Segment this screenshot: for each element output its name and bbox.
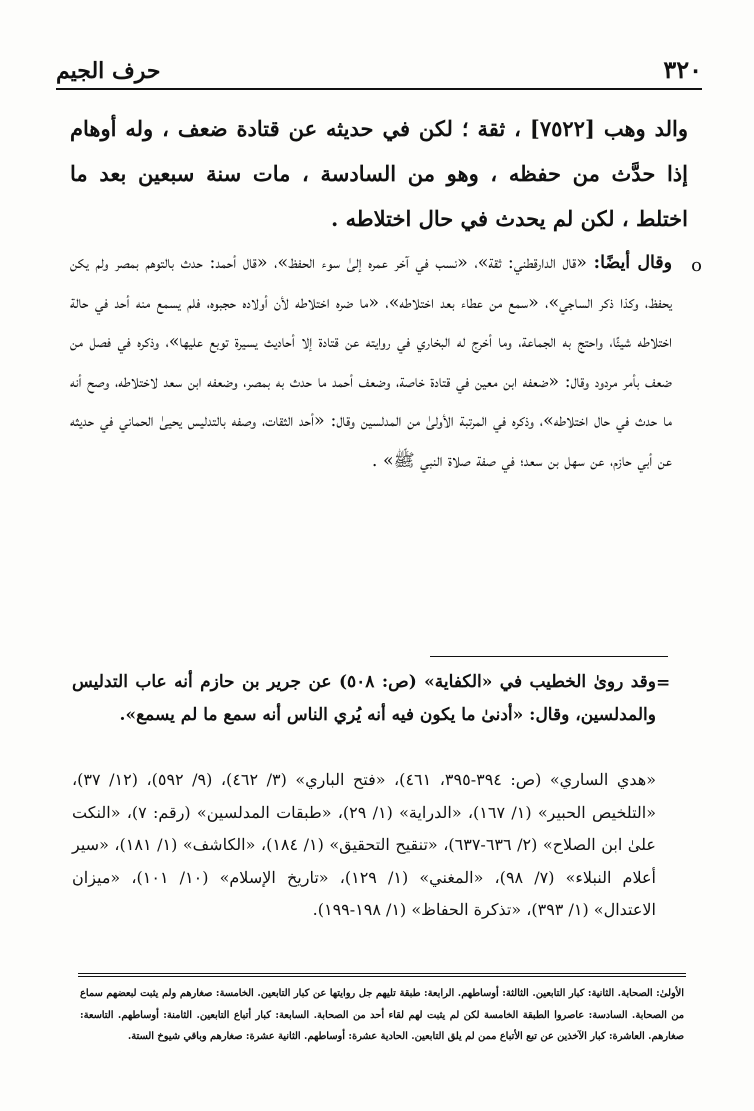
tabaqat-note: الأولىٰ: الصحابة. الثانية: كبار التابعين. الثالثة: أوساطهم. الرابعة: طبقة تليهم جل روايتها عن كبار التابعين. الخامسة: صغارهم ولم يثبت لبعضهم سماع من الصحابة. السادسة: عاصروا الطبقة الخامسة لكن لم يثبت لهم لقاء أحد من الصحابة. السابعة: كبار أتباع التابعين. الثامنة: أوساطهم. التاسعة: صغارهم. العاشرة: كبار الآخذين عن تبع الأتباع ممن لم يلق التابعين. الحادية عشرة: أوساطهم. الثانية عشرة: صغارهم وباقي شيوخ الستة.	[80, 988, 684, 1042]
bottom-rule-thin	[78, 976, 686, 977]
paragraph-marker: ο	[691, 255, 702, 276]
main-paragraph: والد وهب [٧٥٢٢] ، ثقة ؛ لكن في حديثه عن قتادة ضعف ، وله أوهام إذا حدَّث من حفظه ، وهو من السادسة ، مات سنة سبعين بعد ما اختلط ، لكن لم يحدث في حال اختلاطه .	[70, 116, 688, 231]
paragraph-body: «قال الدارقطني: ثقة»، «نسب في آخر عمره إلىٰ سوء الحفظ»، «قال أحمد: حدث بالتوهم بمصر ولم يكن يحفظ، وكذا ذكر الساجي»، «سمع من عطاء بعد اختلاطه»، «ما ضره اختلاطه لأن أولاده حجبوه، فلم يسمع منه أحد في حالة اختلاطه شيئًا، واحتج به الجماعة، وما أخرج له البخاري في روايته عن قتادة إلا أحاديث يسيرة توبع عليها»، وذكره في فصل من ضعف بأمر مردود وقال: «ضعفه ابن معين في قتادة خاصة، وضعف أحمد ما حدث به بمصر، وضعفه ابن سعد لاختلاطه، وصح أنه ما حدث في حال اختلاطه»، وذكره في المرتبة الأولىٰ من المدلسين وقال: «أحد الثقات، وصفه بالتدليس يحيىٰ الحماني في حديثه عن أبي حازم، عن سهل بن سعد؛ في صفة صلاة النبي ﷺ» .	[70, 253, 672, 471]
footnote-separator	[430, 656, 668, 657]
footnote-quote: وقد روىٰ الخطيب في «الكفاية» (ص: ٥٠٨) عن جرير بن حازم أنه عاب التدليس والمدلسين، وقال: «أدنىٰ ما يكون فيه أنه يُري الناس أنه سمع ما لم يسمع».	[72, 672, 656, 725]
page-header	[56, 54, 702, 90]
page-number: ٣٢٠	[663, 55, 702, 84]
bottom-rule	[78, 973, 686, 974]
footnote-references: «هدي الساري» (ص: ٣٩٤-٣٩٥، ٤٦١)، «فتح الباري» (٣/ ٤٦٢)، (٩/ ٥٩٢)، (١٢/ ٣٧)، «التلخيص الحبير» (١/ ١٦٧)، «الدراية» (١/ ٢٩)، «طبقات المدلسين» (رقم: ٧)، «النكت علىٰ ابن الصلاح» (٢/ ٦٣٦-٦٣٧)، «تنقيح التحقيق» (١/ ١٨٤)، «الكاشف» (١/ ١٨١)، «سير أعلام النبلاء» (٧/ ٩٨)، «المغني» (١/ ١٢٩)، «تاريخ الإسلام» (١٠/ ١٠١)، «ميزان الاعتدال» (١/ ٣٩٣)، «تذكرة الحفاظ» (١/ ١٩٨-١٩٩).	[72, 770, 657, 919]
second-paragraph	[70, 244, 702, 481]
paragraph-lead: وقال أيضًا:	[593, 253, 673, 273]
footnote-continuation-marker: =	[656, 673, 671, 693]
chapter-title: حرف الجيم	[56, 58, 161, 84]
